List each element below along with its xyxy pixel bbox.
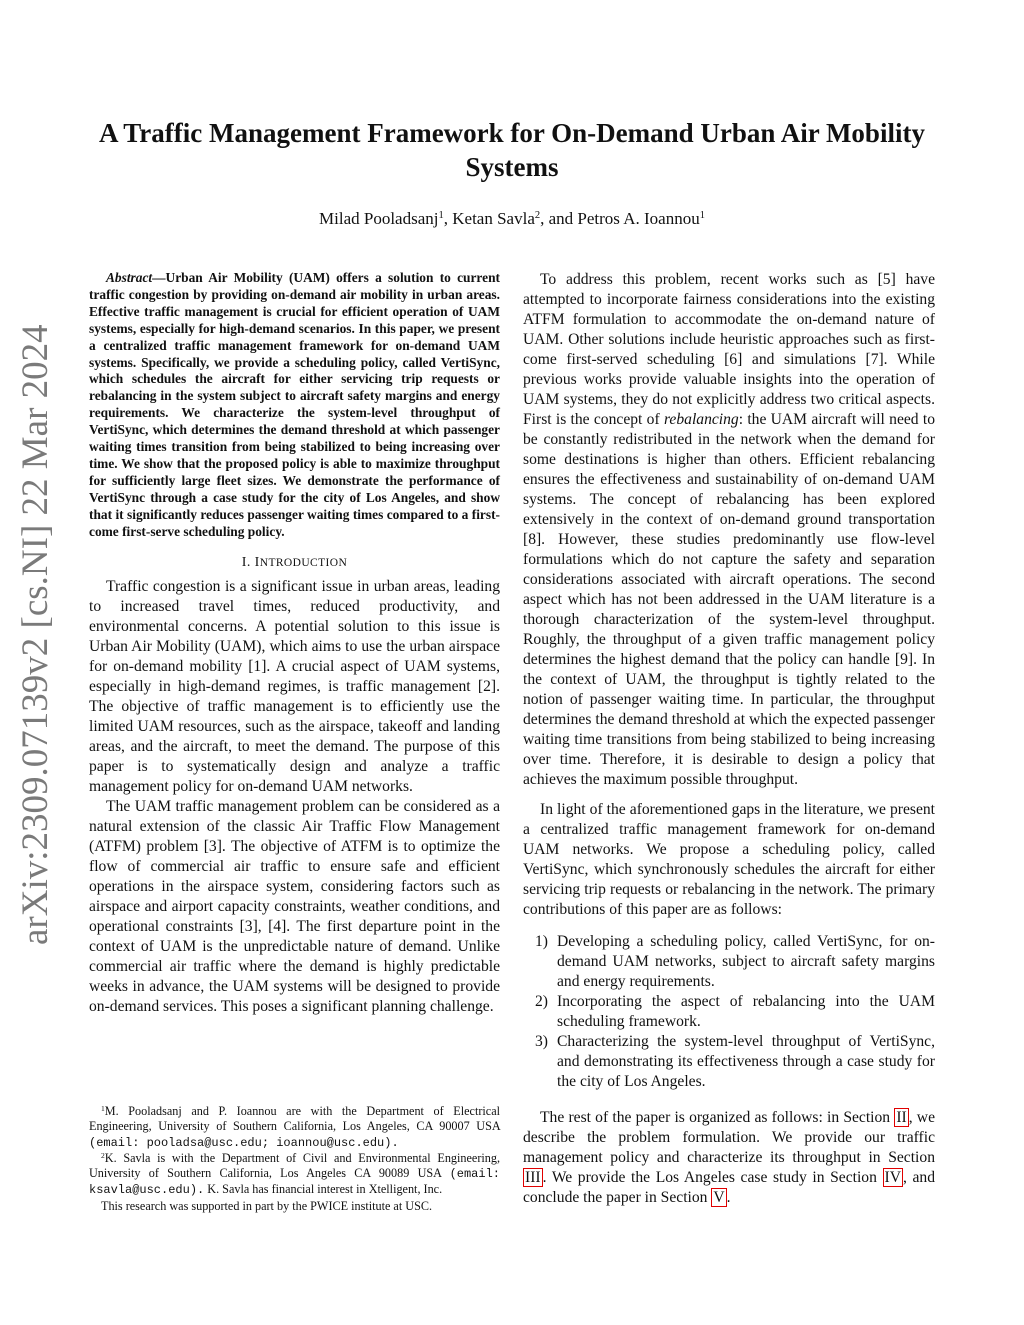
section-title-rest: NTRODUCTION — [259, 556, 348, 569]
right-paragraph-2: In light of the aforementioned gaps in the literature, we present a centralized traffic management framework for on-demand UAM networks. We propose a scheduling policy, called VertiSync, which synchronously schedules the aircraft for either servicing trip requests or rebalancing in the network. The primary contributions of this paper are as follows: — [523, 801, 935, 918]
section-link-v[interactable]: V — [713, 1189, 725, 1206]
footnote-1 — [89, 1104, 500, 1151]
footnote-2-email: (email: ksavla@usc.edu). — [89, 1167, 500, 1198]
paragraph-text: , we describe the problem formulation. We provide our traffic management policy and characterize its throughput in Section — [523, 1109, 935, 1166]
paragraph-text: . — [726, 1189, 731, 1206]
abstract-label: Abstract — [106, 270, 153, 285]
footnote-3: This research was supported in part by the PWICE institute at USC. — [101, 1198, 433, 1213]
right-paragraph-1 — [523, 270, 935, 790]
affiliation-mark: 1 — [438, 210, 444, 222]
list-item — [523, 932, 935, 992]
abstract — [89, 270, 500, 541]
footnote-1-email: (email: pooladsa@usc.edu; ioannou@usc.edu). — [89, 1135, 399, 1150]
author-separator: , — [443, 209, 453, 228]
intro-paragraph-1: Traffic congestion is a significant issue in urban areas, leading to increased travel times, reduced productivity, and environmental concerns. A potential solution to this issue is Urban Air Mobility (UAM), which aims to use the urban airspace for on-demand mobility [1]. A crucial aspect of UAM systems, especially in high-demand regimes, is traffic management [2]. The objective of traffic management is to efficiently use the limited UAM resources, such as the airspace, takeoff and landing areas, and the aircraft, to meet the demand. The purpose of this paper is to systematically design and analyze a traffic management policy for on-demand UAM networks. — [89, 577, 500, 795]
author-name: Milad Pooladsanj — [319, 209, 439, 228]
list-item-text: Incorporating the aspect of rebalancing into the UAM scheduling framework. — [557, 993, 935, 1030]
section-link-iii[interactable]: III — [525, 1169, 541, 1186]
paragraph-text: , and conclude the paper in Section — [523, 1169, 935, 1206]
author-name: Ketan Savla — [452, 209, 535, 228]
footnotes — [89, 1104, 500, 1214]
section-link-iv[interactable]: IV — [884, 1169, 901, 1186]
left-column — [89, 270, 500, 1017]
list-number: 2) — [535, 993, 548, 1010]
section-heading-introduction — [89, 555, 500, 571]
footnote-2-tail: K. Savla has financial interest in Xtelligent, Inc. — [204, 1182, 443, 1197]
paper-title: A Traffic Management Framework for On-Demand Urban Air Mobility Systems — [99, 118, 925, 182]
section-link-ii[interactable]: II — [896, 1109, 907, 1126]
footnote-2-text: K. Savla is with the Department of Civil and Environmental Engineering, University of Southern California, Los Angeles CA 90089 USA — [89, 1150, 500, 1181]
right-column — [523, 270, 935, 1208]
footnote-mark: 2 — [101, 1150, 105, 1160]
paragraph-text: : the UAM aircraft will need to be constantly redistributed in the network when the demand for some destinations is higher than others. Efficient rebalancing ensures the effectiveness and sustainability of on-demand UAM systems. The concept of rebalancing has been explored extensively in the context of on-demand ground transportation [8]. However, these studies predominantly use flow-level formulations which do not capture the safety and separation considerations associated with aircraft operations. The second aspect which has not been addressed in the UAM literature is a thorough characterization of the system-level throughput. Roughly, the throughput of a given traffic management policy determines the highest demand that the policy can handle [9]. In the context of UAM, the throughput is tightly related to the notion of passenger waiting time. In particular, the throughput determines the demand threshold at which the expected passenger waiting time transitions from being stabilized to being increasing over time. Therefore, it is desirable to design a policy that achieves the maximum possible throughput. — [523, 411, 935, 788]
section-initial: I — [254, 554, 260, 570]
abstract-text: Urban Air Mobility (UAM) offers a solution to current traffic congestion by providing on-demand air mobility in urban areas. Effective traffic management is crucial for efficient operation of UAM systems, especially for high-demand scenarios. In this paper, we present a centralized traffic management framework for on-demand UAM systems. Specifically, we provide a scheduling policy, called VertiSync, which schedules the aircraft for either servicing trip requests or rebalancing in the system subject to aircraft safety margins and energy requirements. We characterize the system-level throughput of VertiSync, which determines the demand threshold at which passenger waiting times transition from being stabilized to being increasing over time. We show that the proposed policy is able to maximize throughput for sufficiently large fleet sizes. We demonstrate the performance of VertiSync through a case study for the city of Los Angeles, and show that it significantly reduces passenger waiting times compared to a first-come first-serve scheduling policy. — [89, 270, 500, 539]
affiliation-mark: 1 — [699, 210, 705, 222]
list-number: 1) — [535, 933, 548, 950]
arxiv-identifier: arXiv:2309.07139v2 [cs.NI] 22 Mar 2024 — [15, 324, 56, 945]
paragraph-text: To address this problem, recent works such as [5] have attempted to incorporate fairness considerations into the existing ATFM formulation to accommodate the on-demand nature of UAM. Other solutions include heuristic approaches such as first-come first-served scheduling [6] and simulations [7]. While previous works provide valuable insights into the operation of UAM systems, they do not explicitly address two critical aspects. First is the concept of — [523, 271, 935, 428]
list-item — [523, 1032, 935, 1092]
paragraph-text: The rest of the paper is organized as follows: in Section — [540, 1109, 895, 1126]
author-name: Petros A. Ioannou — [577, 209, 700, 228]
affiliation-mark: 2 — [534, 210, 541, 222]
list-item-text: Characterizing the system-level throughput of VertiSync, and demonstrating its effectiveness through a case study for the city of Los Angeles. — [557, 1033, 935, 1090]
footnote-2 — [89, 1151, 500, 1199]
author-line — [60, 209, 964, 229]
list-item-text: Developing a scheduling policy, called VertiSync, for on-demand UAM networks, subject to aircraft safety margins and energy requirements. — [557, 933, 935, 990]
section-number: I. — [241, 554, 255, 570]
contributions-list — [523, 932, 935, 1092]
abstract-dash: — — [152, 270, 166, 285]
list-number: 3) — [535, 1033, 548, 1050]
emphasis-rebalancing: rebalancing — [663, 411, 739, 428]
list-item — [523, 992, 935, 1032]
author-separator: , and — [540, 209, 578, 228]
paragraph-text: . We provide the Los Angeles case study in Section — [542, 1169, 883, 1186]
intro-paragraph-2: The UAM traffic management problem can be considered as a natural extension of the classic Air Traffic Flow Management (ATFM) problem [3]. The objective of ATFM is to optimize the flow of commercial air traffic to ensure safe and efficient operations in the airspace system, considering factors such as airspace and airport capacity constraints, weather conditions, and operational constraints [3], [4]. The first departure point in the context of UAM is the unpredictable nature of demand. Unlike commercial air traffic where the demand is highly predictable weeks in advance, the UAM systems will be designed to provide on-demand services. This poses a significant planning challenge. — [89, 797, 500, 1015]
right-paragraph-3 — [523, 1108, 935, 1208]
footnote-1-text: M. Pooladsanj and P. Ioannou are with the Department of Electrical Engineering, University of Southern California, Los Angeles, CA 90007 USA — [89, 1104, 500, 1134]
footnote-mark: 1 — [101, 1103, 105, 1113]
